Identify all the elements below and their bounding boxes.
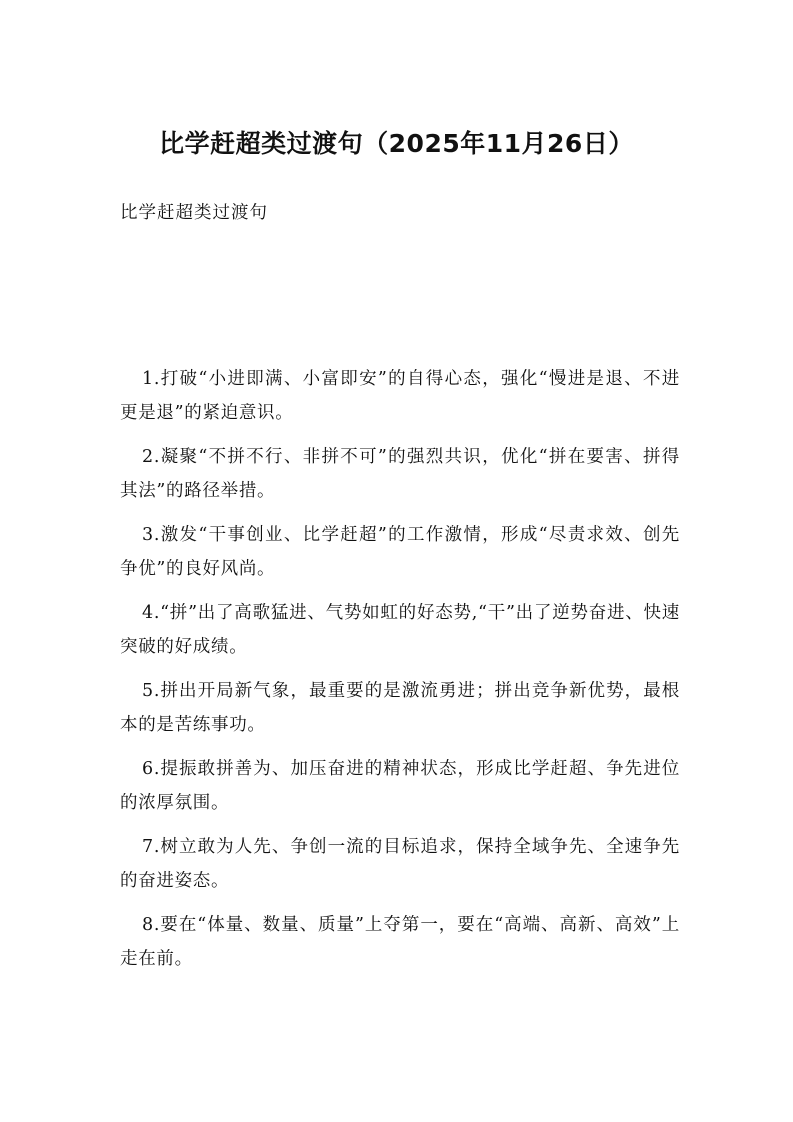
sentence-item-7: 7.树立敢为人先、争创一流的目标追求，保持全域争先、全速争先的奋进姿态。 bbox=[120, 837, 680, 891]
sentence-item-6: 6.提振敢拼善为、加压奋进的精神状态，形成比学赶超、争先进位的浓厚氛围。 bbox=[120, 759, 680, 813]
sentence-item-2: 2.凝聚“不拼不行、非拼不可”的强烈共识，优化“拼在要害、拼得其法”的路径举措。 bbox=[120, 447, 680, 501]
sentence-item-8: 8.要在“体量、数量、质量”上夺第一，要在“高端、高新、高效”上走在前。 bbox=[120, 915, 680, 969]
document-subtitle: 比学赶超类过渡句 bbox=[120, 203, 268, 223]
sentence-item-3: 3.激发“干事创业、比学赶超”的工作激情，形成“尽责求效、创先争优”的良好风尚。 bbox=[120, 525, 680, 579]
sentence-item-1: 1.打破“小进即满、小富即安”的自得心态，强化“慢进是退、不进更是退”的紧迫意识。 bbox=[120, 369, 680, 423]
sentence-item-4: 4.“拼”出了高歌猛进、气势如虹的好态势,“干”出了逆势奋进、快速突破的好成绩。 bbox=[120, 603, 680, 657]
sentence-list bbox=[120, 362, 680, 986]
sentence-item-5: 5.拼出开局新气象，最重要的是激流勇进；拼出竞争新优势，最根本的是苦练事功。 bbox=[120, 681, 680, 735]
document-title: 比学赶超类过渡句（2025年11月26日） bbox=[159, 129, 634, 158]
